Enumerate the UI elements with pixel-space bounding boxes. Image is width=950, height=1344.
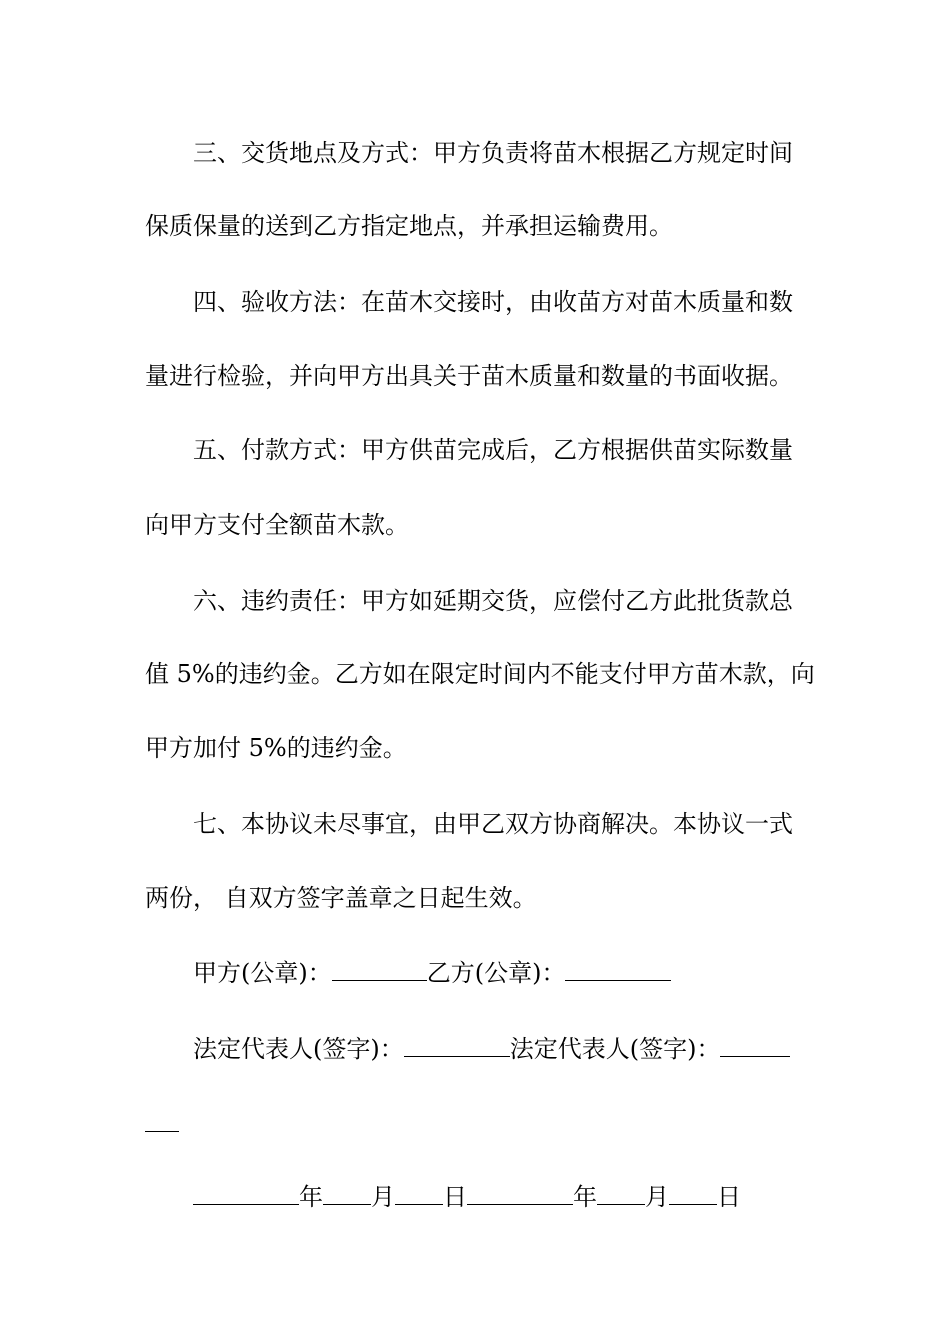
clause-7-line-2: 两份， 自双方签字盖章之日起生效。: [145, 884, 537, 912]
party-b-month-label: 月: [645, 1183, 669, 1211]
clause-3-line-1: 三、交货地点及方式：甲方负责将苗木根据乙方规定时间: [193, 139, 793, 167]
party-a-month-blank: [323, 1182, 371, 1205]
party-a-day-label: 日: [443, 1183, 467, 1211]
party-b-seal-label: 乙方(公章)：: [426, 959, 566, 987]
date-line: [193, 1182, 863, 1212]
party-b-rep-blank-continuation: [145, 1131, 179, 1132]
clause-4-line-2: 量进行检验，并向甲方出具关于苗木质量和数量的书面收据。: [145, 362, 793, 390]
party-b-day-blank: [669, 1182, 717, 1205]
party-a-rep-label: 法定代表人(签字)：: [193, 1035, 404, 1063]
seal-line: [193, 958, 863, 988]
representative-line: [193, 1034, 863, 1064]
party-a-year-blank: [193, 1182, 299, 1205]
party-a-rep-blank: [404, 1034, 510, 1057]
party-a-day-blank: [395, 1182, 443, 1205]
party-b-rep-label: 法定代表人(签字)：: [509, 1035, 721, 1063]
party-b-year-blank: [467, 1182, 573, 1205]
clause-5-line-1: 五、付款方式：甲方供苗完成后，乙方根据供苗实际数量: [193, 436, 793, 464]
clause-7-line-1: 七、本协议未尽事宜，由甲乙双方协商解决。本协议一式: [193, 810, 793, 838]
clause-5-line-2: 向甲方支付全额苗木款。: [145, 511, 409, 539]
party-a-year-label: 年: [299, 1183, 323, 1211]
party-a-seal-blank: [332, 958, 427, 981]
party-b-year-label: 年: [573, 1183, 597, 1211]
party-b-rep-blank: [720, 1034, 790, 1057]
clause-3-line-2: 保质保量的送到乙方指定地点，并承担运输费用。: [145, 212, 673, 240]
clause-6-line-3: 甲方加付 5%的违约金。: [145, 734, 407, 762]
clause-6-line-1: 六、违约责任：甲方如延期交货，应偿付乙方此批货款总: [193, 587, 793, 615]
party-b-seal-blank: [565, 958, 671, 981]
clause-6-line-2: 值 5%的违约金。乙方如在限定时间内不能支付甲方苗木款，向: [145, 660, 815, 688]
party-a-seal-label: 甲方(公章)：: [193, 959, 332, 987]
party-b-day-label: 日: [717, 1183, 741, 1211]
party-a-month-label: 月: [371, 1183, 395, 1211]
clause-4-line-1: 四、验收方法：在苗木交接时，由收苗方对苗木质量和数: [193, 288, 793, 316]
party-b-month-blank: [597, 1182, 645, 1205]
